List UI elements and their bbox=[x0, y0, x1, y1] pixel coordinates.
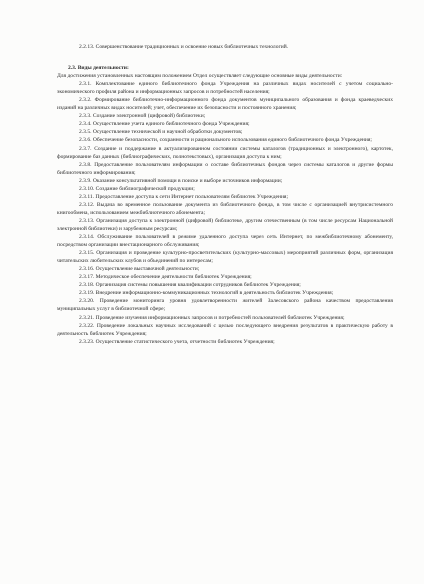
document-body bbox=[57, 43, 393, 346]
clause-item: 2.3.23. Осуществление статистического учета, отчетности библиотек Учреждения; bbox=[79, 338, 275, 345]
clause-item: 2.3.1. Комплектование единого библиотечного фонда Учреждения на различных видах носителей с учетом социально-экономического профиля района и информационных запросов и потребностей населения; bbox=[57, 81, 393, 96]
clause-item: 2.3.8. Предоставление пользователям информации о составе библиотечных фондов через системы каталогов и другие формы библиотечного информирования; bbox=[57, 161, 393, 176]
clause-item: 2.3.5. Осуществление технической и научной обработки документов; bbox=[79, 129, 243, 136]
clause-item: 2.3.9. Оказание консультативной помощи в поиске и выборе источников информации; bbox=[79, 177, 283, 184]
clause-item: 2.3.6. Обеспечение безопасности, сохранности и рационального использования единого библиотечного фонда Учреждения; bbox=[79, 137, 372, 144]
clause-item: 2.3.17. Методическое обеспечение деятельности библиотек Учреждения; bbox=[79, 274, 252, 281]
clause-item: 2.3.13. Организация доступа к электронной (цифровой) библиотеке, другим отечественным (в том числе ресурсам Национальной электронной библиотеки) и зарубежным ресурсам; bbox=[57, 217, 393, 232]
clause-2-2-13: 2.2.13. Совершенствование традиционных и освоение новых библиотечных технологий. bbox=[79, 44, 289, 50]
section-heading: 2.3. Виды деятельности: bbox=[68, 65, 129, 72]
clause-item: 2.3.14. Обслуживание пользователей в режиме удаленного доступа через сеть Интернет, по межбиблиотечному абонементу, посредством организации внестационарного обслуживания; bbox=[57, 234, 393, 249]
clause-item: 2.3.15. Организация и проведение культурно-просветительских (культурно-массовых) мероприятий различных форм, организация читательских любительских клубов и объединений по интересам; bbox=[57, 250, 393, 265]
clause-item: 2.3.18. Организация системы повышения квалификации сотрудников библиотек Учреждения; bbox=[79, 282, 301, 289]
clause-item: 2.3.12. Выдача во временное пользование документа из библиотечного фонда, в том числе с организацией внутрисистемного книгообмена, использованием межбиблиотечного абонемента; bbox=[57, 201, 393, 216]
clause-item: 2.3.4. Осуществление учета единого библиотечного фонда Учреждения; bbox=[79, 121, 250, 128]
clause-item: 2.3.11. Предоставление доступа к сети Интернет пользователям библиотек Учреждения; bbox=[79, 193, 289, 200]
section-intro: Для достижения установленных настоящим положением Отдел осуществляет следующие основные виды деятельности: bbox=[57, 73, 343, 80]
clause-item: 2.3.2. Формирование библиотечно-информационного фонда документов муниципального образования и фонда краеведческих изданий на различных видах носителей; учет, обеспечение их безопасности и постоянного хранения; bbox=[57, 97, 393, 112]
clause-item: 2.3.21. Проведение изучения информационных запросов и потребностей пользователей библиотек Учреждения; bbox=[79, 314, 345, 321]
clause-item: 2.3.19. Внедрение информационно-коммуникационных технологий в деятельность библиотек Учреждения; bbox=[79, 290, 334, 297]
clause-item: 2.3.16. Осуществление выставочной деятельности; bbox=[79, 266, 200, 273]
clause-item: 2.3.20. Проведение мониторинга уровня удовлетворенности жителей Залесовского района качеством предоставления муниципальных услуг в библиотечной сфере; bbox=[57, 298, 393, 313]
clause-item: 2.3.7. Создание и поддержание в актуализированном состоянии системы каталогов (традиционных и электронного), картотек, формирование баз данных (библиографических, полнотекстовых), организация доступа к ним; bbox=[57, 145, 393, 160]
clause-item: 2.3.22. Проведение локальных научных исследований с целью последующего внедрения результатов в практическую работу в деятельность библиотек Учреждения; bbox=[57, 322, 393, 337]
clause-item: 2.3.10. Создание библиографической продукции; bbox=[79, 185, 195, 192]
clause-item: 2.3.3. Создание электронной (цифровой) библиотеки; bbox=[79, 113, 206, 120]
